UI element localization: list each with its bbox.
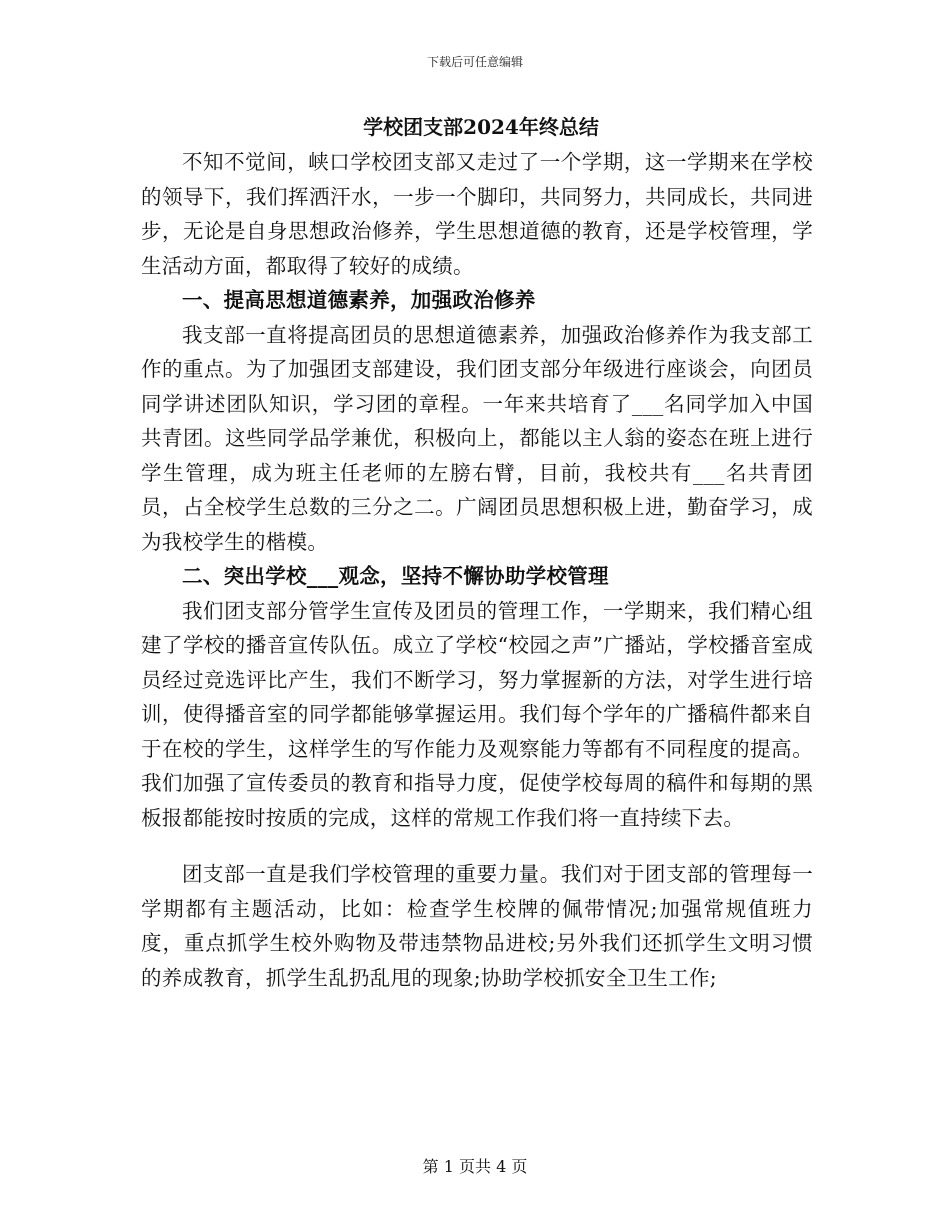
page-number: 第 1 页共 4 页 [422,1157,528,1176]
intro-paragraph: 不知不觉间，峡口学校团支部又走过了一个学期，这一学期来在学校的领导下，我们挥洒汗水，一步一个脚印，共同努力，共同成长，共同进步，无论是自身思想政治修养，学生思想道德的教育，还是学校管理，学生活动方面，都取得了较好的成绩。 [141,150,813,278]
section-2-paragraph-1: 我们团支部分管学生宣传及团员的管理工作，一学期来，我们精心组建了学校的播音宣传队伍。成立了学校“校园之声”广播站，学校播音室成员经过竞选评比产生，我们不断学习，努力掌握新的方法，对学生进行培训，使得播音室的同学都能够掌握运用。我们每个学年的广播稿件都来自于在校的学生，这样学生的写作能力及观察能力等都有不同程度的提高。我们加强了宣传委员的教育和指导力度，促使学校每周的稿件和每期的黑板报都能按时按质的完成，这样的常规工作我们将一直持续下去。 [141,598,813,830]
document-body [141,111,813,995]
section-1-paragraph: 我支部一直将提高团员的思想道德素养，加强政治修养作为我支部工作的重点。为了加强团支部建设，我们团支部分年级进行座谈会，向团员同学讲述团队知识，学习团的章程。一年来共培育了___名同学加入中国共青团。这些同学品学兼优，积极向上，都能以主人翁的姿态在班上进行学生管理，成为班主任老师的左膀右臂，目前，我校共有___名共青团员，占全校学生总数的三分之二。广阔团员思想积极上进，勤奋学习，成为我校学生的楷模。 [141,322,813,554]
document-title: 学校团支部2024年终总结 [363,115,599,139]
section-heading-1: 一、提高思想道德素养，加强政治修养 [182,288,536,312]
section-heading-2: 二、突出学校___观念，坚持不懈协助学校管理 [182,564,609,588]
section-2-paragraph-2: 团支部一直是我们学校管理的重要力量。我们对于团支部的管理每一学期都有主题活动，比如：检查学生校牌的佩带情况;加强常规值班力度，重点抓学生校外购物及带违禁物品进校;另外我们还抓学生文明习惯的养成教育，抓学生乱扔乱甩的现象;协助学校抓安全卫生工作; [141,862,813,990]
paragraph-gap [141,835,813,857]
header-note: 下载后可任意编辑 [426,55,523,69]
